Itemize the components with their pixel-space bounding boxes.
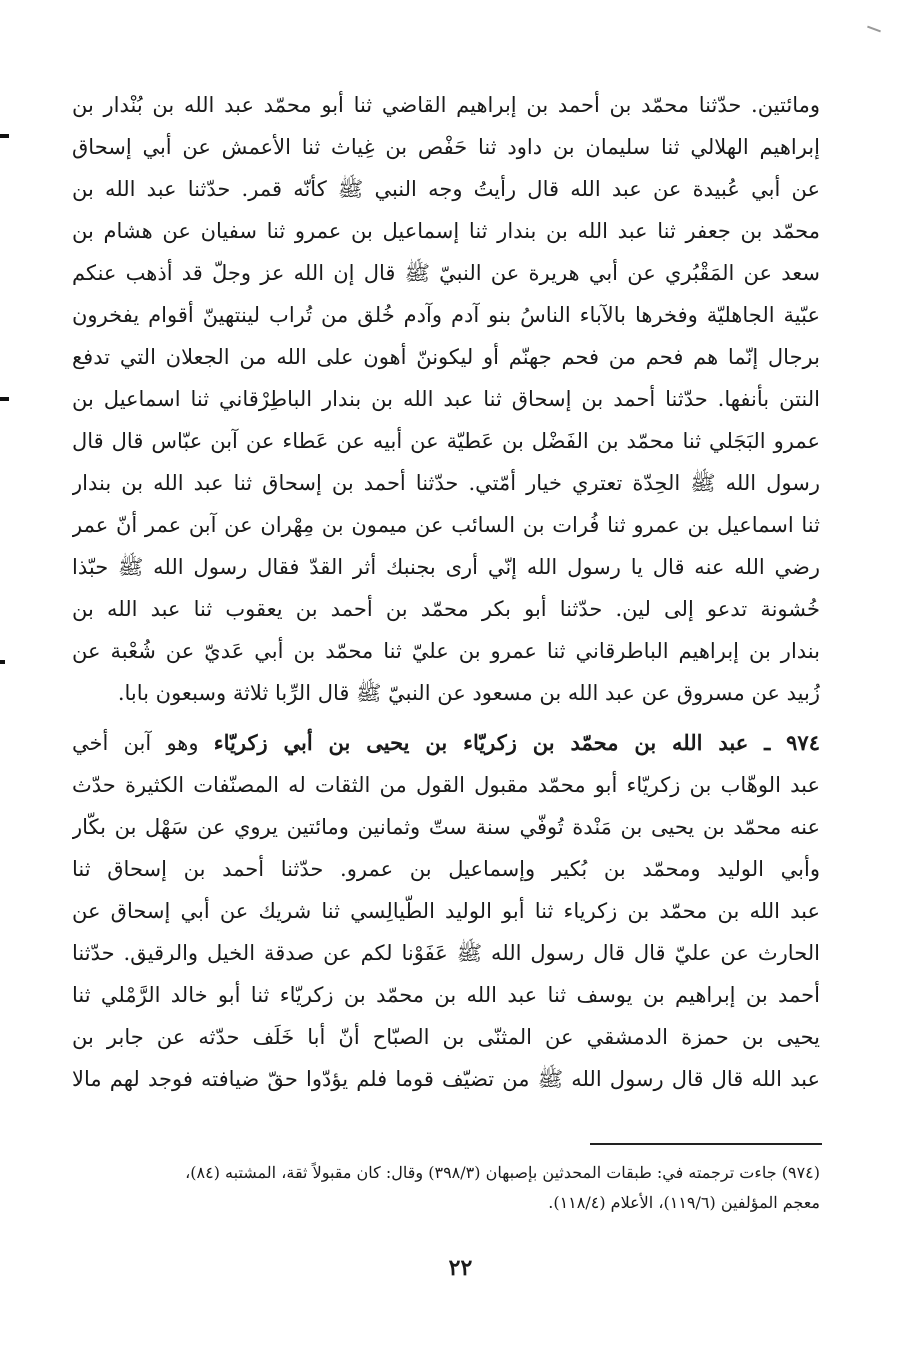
footnote-line: (٩٧٤) جاءت ترجمته في: طبقات المحدثين بإصبهان (٣٩٨/٣) وقال: كان مقبولاً ثقة، المشتبه (٨٤)، (185, 1163, 820, 1182)
text-line: محمّد بن جعفر ثنا عبد الله بن بندار ثنا إسماعيل بن عمرو ثنا سفيان عن هشام بن (72, 219, 820, 243)
scan-mark (867, 26, 881, 33)
text-line: بندار بن إبراهيم الباطرقاني ثنا عمرو بن عليّ ثنا محمّد بن أبي عَديّ عن شُعْبة عن (72, 639, 820, 663)
text-line: عبّية الجاهليّة وفخرها بالآباء الناسُ بنو آدم وآدم خُلق من تُراب لينتهينّ أقوام يفخرون (72, 303, 820, 327)
text-line: عنه محمّد بن يحيى بن مَنْدة تُوفّي سنة ستّ وثمانين ومائتين يروي عن سَهْل بن بكّار (72, 815, 820, 839)
text-line: عن أبي عُبيدة عن عبد الله قال رأيتُ وجه النبي ﷺ كأنّه قمر. حدّثنا عبد الله بن (72, 177, 820, 201)
text-line: عبد الله قال قال رسول الله ﷺ من تضيّف قوما فلم يؤدّوا حقّ ضيافته فوجد لهم مالا (72, 1067, 820, 1091)
text-line: عمرو البَجَلي ثنا محمّد بن الفَضْل بن عَطيّة عن أبيه عن عَطاء عن آبن عبّاس قال قال (72, 429, 820, 453)
text-line: رضي الله عنه قال يا رسول الله إنّي أرى بجنبك أثر القدّ فقال رسول الله ﷺ حبّذا (72, 555, 820, 579)
text-line: أحمد بن إبراهيم بن يوسف ثنا عبد الله بن محمّد بن زكريّاء ثنا أبو خالد الرَّمْلي ثنا (72, 983, 820, 1007)
margin-tick (0, 660, 5, 664)
text-line: خُشونة تدعو إلى لين. حدّثنا أبو بكر محمّد بن أحمد بن يعقوب ثنا عبد الله بن (72, 597, 820, 621)
margin-tick (0, 134, 9, 138)
text-line: عبد الله بن محمّد بن زكرياء ثنا أبو الوليد الطّيالِسي ثنا شريك عن أبي إسحاق عن (72, 899, 820, 923)
footnote-line: معجم المؤلفين (١١٩/٦)، الأعلام (١١٨/٤). (548, 1193, 820, 1212)
text-line: ومائتين. حدّثنا محمّد بن أحمد بن إبراهيم القاضي ثنا أبو محمّد عبد الله بن بُنْدار بن (72, 93, 820, 117)
text-line: ثنا اسماعيل بن عمرو ثنا فُرات بن السائب عن ميمون بن مِهْران عن آبن عمر أنّ عمر (72, 513, 820, 537)
text-line: زُبيد عن مسروق عن عبد الله بن مسعود عن النبيّ ﷺ قال الرِّبا ثلاثة وسبعون بابا. (117, 681, 820, 705)
text-line: سعد عن المَقْبُري عن أبي هريرة عن النبيّ ﷺ قال إن الله عز وجلّ قد أذهب عنكم (72, 261, 820, 285)
text-line: يحيى بن حمزة الدمشقي عن المثنّى بن الصبّاح أنّ أبا خَلَف حدّثه عن جابر بن (72, 1025, 820, 1049)
text-line: النتن بأنفها. حدّثنا أحمد بن إسحاق ثنا عبد الله بن بندار الباطِرْقاني ثنا اسماعيل بن (72, 387, 820, 411)
entry-heading-rest: وهو آبن أخي (72, 731, 214, 755)
page-number: ٢٢ (448, 1255, 473, 1281)
text-line: برجال إنّما هم فحم من فحم جهنّم أو ليكوننّ أهون على الله من الجعلان التي تدفع (72, 345, 820, 369)
main-text (72, 84, 820, 1100)
footnotes (60, 1158, 820, 1218)
text-line: إبراهيم الهلالي ثنا سليمان بن داود ثنا حَفْص بن غِياث ثنا الأعمش عن أبي إسحاق (72, 135, 820, 159)
entry-heading: ٩٧٤ ـ عبد الله بن محمّد بن زكريّاء بن يحيى بن أبي زكريّاء (213, 730, 820, 755)
text-line: وأبي الوليد ومحمّد بن بُكير وإسماعيل بن عمرو. حدّثنا أحمد بن إسحاق ثنا (72, 857, 820, 881)
text-line: عبد الوهّاب بن زكريّاء أبو محمّد مقبول القول من الثقات له المصنّفات الكثيرة حدّث (72, 773, 820, 797)
entry-heading-line (72, 722, 820, 764)
footnote-separator (590, 1143, 822, 1145)
text-line: الحارث عن عليّ قال قال رسول الله ﷺ عَفَوْنا لكم عن صدقة الخيل والرقيق. حدّثنا (72, 941, 820, 965)
text-line: رسول الله ﷺ الحِدّة تعتري خيار أمّتي. حدّثنا أحمد بن إسحاق ثنا عبد الله بن بندار (72, 471, 820, 495)
margin-tick (0, 397, 9, 401)
